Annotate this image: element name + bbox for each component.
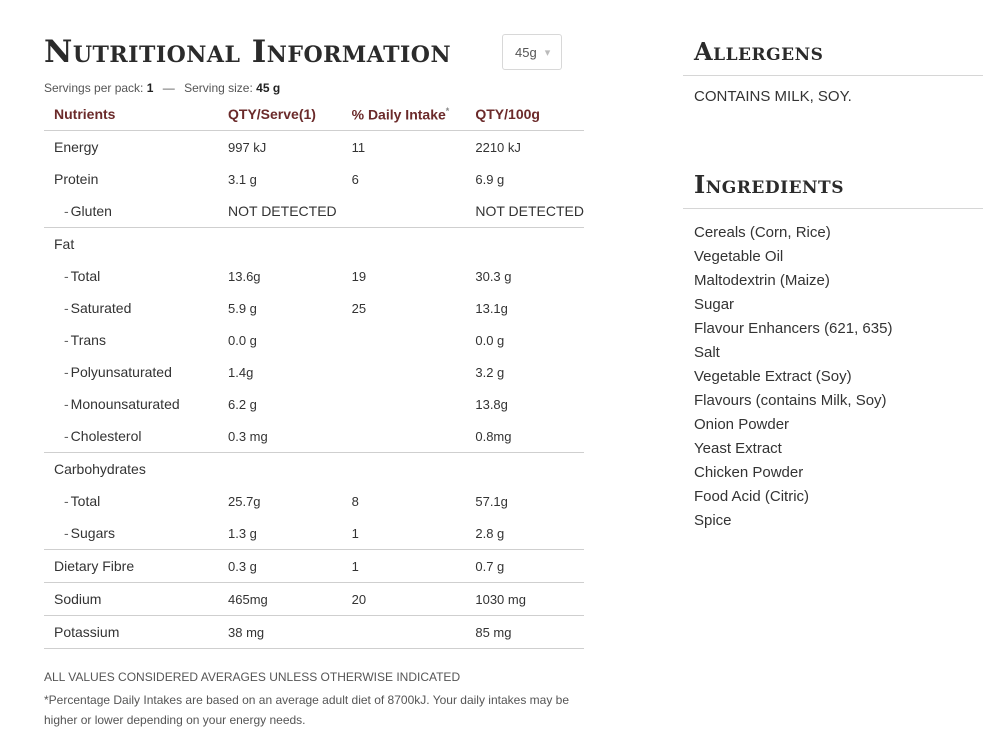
nutrient-name (44, 356, 218, 388)
qty-per-serve (218, 453, 342, 486)
ingredient-item: Spice (694, 512, 732, 529)
nutrient-name (44, 228, 218, 261)
ingredient-item: Salt (694, 344, 720, 361)
sub-item-dash: - (64, 428, 69, 444)
qty-per-serve: 25.7g (228, 493, 261, 509)
qty-per-100g: 2.8 g (465, 517, 584, 550)
nutrient-name-text: Protein (54, 171, 99, 187)
daily-intake (342, 453, 466, 486)
divider (683, 75, 983, 76)
qty-per-100g (465, 453, 584, 486)
nutrition-table (44, 98, 584, 649)
qty-per-100g: 1030 mg (465, 583, 584, 616)
ingredients-panel (683, 168, 983, 533)
daily-intake: 20 (342, 583, 466, 616)
col-header-nutrients: Nutrients (44, 98, 218, 131)
daily-intake-footnote: *Percentage Daily Intakes are based on an average adult diet of 8700kJ. Your daily intakes may be higher or lower depending on your energy needs. (44, 693, 570, 727)
nutrient-name (44, 616, 218, 649)
nutrient-name (44, 195, 218, 228)
qty-per-100g: 0.0 g (475, 332, 505, 348)
nutrient-name (44, 583, 218, 616)
sub-item-dash: - (64, 203, 69, 219)
divider (683, 208, 983, 209)
daily-intake (342, 228, 466, 261)
sub-item-dash: - (64, 364, 69, 380)
qty-per-serve: 5.9 g (228, 300, 257, 316)
qty-per-serve: 0.3 mg (218, 420, 342, 453)
ingredient-item: Flavour Enhancers (621, 635) (694, 320, 893, 337)
ingredient-item: Flavours (contains Milk, Soy) (694, 392, 887, 409)
nutrition-table-header (44, 98, 584, 131)
ingredient-item: Food Acid (Citric) (694, 488, 810, 505)
ingredient-item: Sugar (694, 296, 735, 313)
qty-per-100g: 6.9 g (475, 171, 505, 187)
qty-per-serve: 38 mg (218, 616, 342, 649)
nutrient-name-text: Fat (54, 236, 75, 252)
allergens-text: CONTAINS MILK, SOY. (694, 88, 852, 105)
qty-per-serve: 0.0 g (228, 332, 257, 348)
nutrient-row (44, 485, 584, 517)
nutrient-row (44, 163, 584, 195)
qty-per-serve: 465mg (218, 583, 342, 616)
servings-per-pack-label: Servings per pack: (44, 81, 144, 95)
daily-intake: 25 (351, 300, 367, 316)
serving-size-select[interactable] (502, 34, 562, 70)
qty-per-100g: 30.3 g (475, 268, 512, 284)
servings-per-pack-value: 1 (146, 81, 154, 95)
allergens-panel (683, 35, 983, 105)
nutrient-name-text: Carbohydrates (54, 461, 146, 477)
nutrient-row (44, 517, 584, 550)
nutrient-name (44, 388, 218, 420)
sub-item-dash: - (64, 493, 69, 509)
daily-intake: 19 (351, 268, 367, 284)
ingredient-item: Vegetable Oil (694, 248, 784, 265)
qty-per-serve: 13.6g (228, 268, 261, 284)
qty-per-100g: 2210 kJ (475, 139, 521, 155)
col-header-daily-intake: % Daily Intake* (342, 98, 466, 131)
nutrient-row (44, 388, 584, 420)
qty-per-100g: 85 mg (465, 616, 584, 649)
nutrient-row (44, 420, 584, 453)
sub-item-dash: - (64, 332, 69, 348)
ingredient-item: Yeast Extract (694, 440, 782, 457)
sub-item-dash: - (64, 268, 69, 284)
nutrient-name-text: Monounsaturated (70, 396, 180, 412)
nutrient-row (44, 131, 584, 164)
qty-per-serve: 3.1 g (228, 171, 257, 187)
col-header-qty-serve: QTY/Serve(1) (218, 98, 342, 131)
daily-intake (342, 195, 466, 228)
nutrient-row (44, 583, 584, 616)
col-header-qty-100g: QTY/100g (465, 98, 584, 131)
daily-intake: 6 (351, 171, 359, 187)
nutrient-name-text: Sodium (54, 591, 102, 607)
nutrient-row (44, 260, 584, 292)
nutrient-name-text: Energy (54, 139, 99, 155)
qty-per-serve: 0.3 g (218, 550, 342, 583)
nutrient-name (44, 131, 218, 164)
nutrient-name-text: Potassium (54, 624, 120, 640)
ingredient-item: Onion Powder (694, 416, 790, 433)
nutrient-row (44, 228, 584, 261)
qty-per-100g: 3.2 g (475, 364, 505, 380)
nutrient-name (44, 453, 218, 486)
qty-per-serve (218, 228, 342, 261)
qty-per-100g: 57.1g (475, 493, 508, 509)
qty-per-serve: 1.4g (228, 364, 254, 380)
qty-per-serve: 1.3 g (218, 517, 342, 550)
daily-intake (342, 420, 466, 453)
daily-intake: 11 (351, 139, 366, 155)
nutrient-name-text: Polyunsaturated (70, 364, 172, 380)
nutrient-name (44, 163, 218, 195)
qty-per-100g (465, 228, 584, 261)
qty-per-serve: NOT DETECTED (218, 195, 342, 228)
daily-intake: 1 (342, 517, 466, 550)
nutrient-row (44, 356, 584, 388)
nutrient-name (44, 292, 218, 324)
sub-item-dash: - (64, 300, 69, 316)
qty-per-serve: 6.2 g (228, 396, 257, 412)
serving-size-label: Serving size: (184, 81, 253, 95)
serving-size-value: 45 g (256, 81, 281, 95)
nutrient-row (44, 616, 584, 649)
daily-intake (342, 616, 466, 649)
qty-per-100g: NOT DETECTED (465, 195, 584, 228)
nutrient-row (44, 453, 584, 486)
nutrient-name-text: Dietary Fibre (54, 558, 135, 574)
qty-per-serve: 997 kJ (228, 139, 267, 155)
nutrient-name-text: Total (70, 268, 101, 284)
qty-per-100g: 13.8g (475, 396, 508, 412)
servings-separator: — (162, 81, 175, 95)
nutrient-row (44, 292, 584, 324)
daily-intake (342, 324, 466, 356)
ingredient-item: Maltodextrin (Maize) (694, 272, 830, 289)
ingredients-title: Ingredients (694, 170, 844, 199)
nutrient-name (44, 324, 218, 356)
nutrient-name-text: Total (70, 493, 101, 509)
qty-per-100g: 13.1g (475, 300, 508, 316)
daily-intake (342, 356, 466, 388)
nutrient-name (44, 485, 218, 517)
nutrient-name (44, 550, 218, 583)
sub-item-dash: - (64, 525, 69, 541)
nutrient-row (44, 550, 584, 583)
nutrient-name-text: Sugars (70, 525, 116, 541)
nutrient-name (44, 420, 218, 453)
chevron-down-icon: ▾ (544, 46, 551, 59)
allergens-title: Allergens (694, 37, 824, 66)
nutrient-row (44, 195, 584, 228)
nutrient-name-text: Gluten (70, 203, 112, 219)
daily-intake (342, 388, 466, 420)
averages-note: ALL VALUES CONSIDERED AVERAGES UNLESS OTHERWISE INDICATED (44, 670, 461, 684)
daily-intake: 8 (351, 493, 359, 509)
nutrition-panel (44, 30, 584, 727)
qty-per-100g: 0.7 g (465, 550, 584, 583)
nutrient-row (44, 324, 584, 356)
nutrient-name (44, 260, 218, 292)
daily-intake: 1 (342, 550, 466, 583)
nutrient-name-text: Cholesterol (70, 428, 142, 444)
nutrient-name-text: Trans (70, 332, 106, 348)
qty-per-100g: 0.8mg (465, 420, 584, 453)
daily-intake-asterisk: * (445, 105, 450, 116)
servings-line (44, 81, 280, 95)
ingredient-list (683, 221, 983, 533)
nutrient-name-text: Saturated (70, 300, 132, 316)
sub-item-dash: - (64, 396, 69, 412)
nutrient-name (44, 517, 218, 550)
serving-size-select-value: 45g (515, 44, 537, 60)
nutrition-title: Nutritional Information (44, 34, 452, 70)
ingredient-item: Vegetable Extract (Soy) (694, 368, 852, 385)
ingredient-item: Chicken Powder (694, 464, 804, 481)
ingredient-item: Cereals (Corn, Rice) (694, 224, 831, 241)
